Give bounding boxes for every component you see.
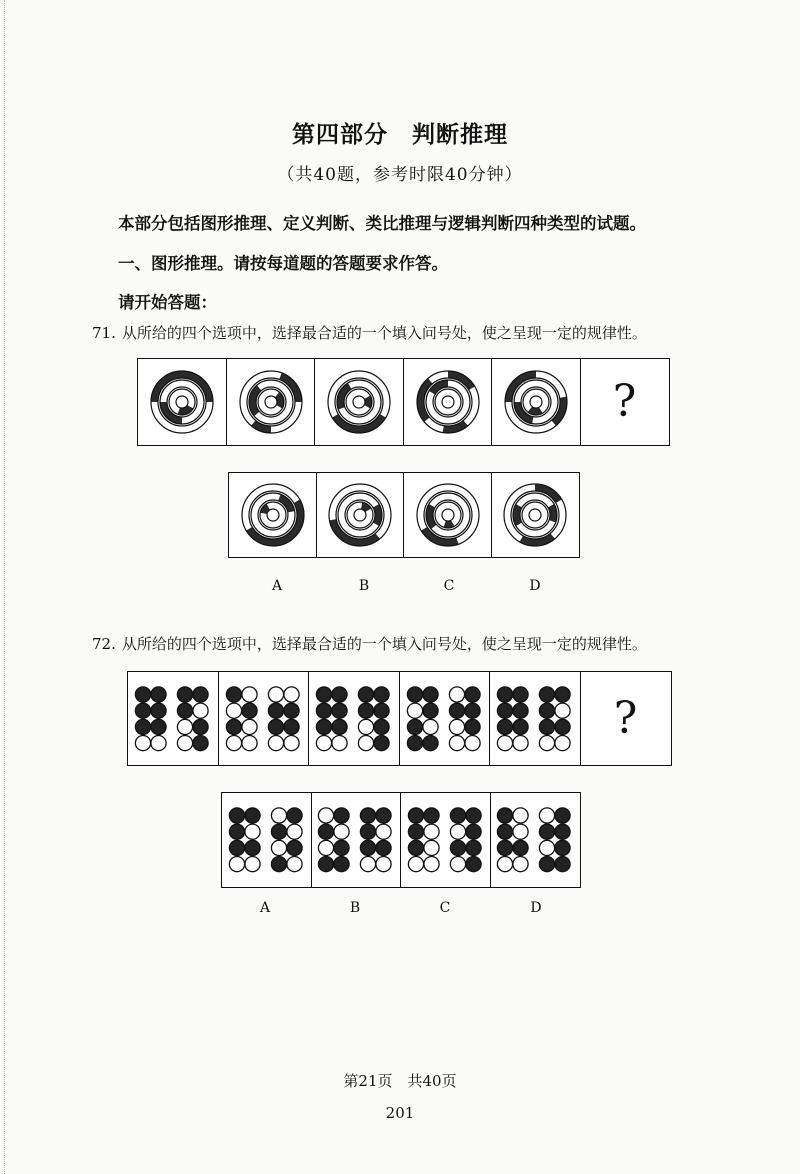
ring-outline [442, 396, 454, 408]
question-71-text: 从所给的四个选项中，选择最合适的一个填入问号处，使之呈现一定的规律性。 [121, 324, 647, 342]
page-number: 201 [385, 1104, 415, 1122]
filled-circle [334, 857, 349, 872]
filled-circle [374, 703, 389, 718]
filled-circle [226, 719, 241, 734]
filled-circle [151, 703, 166, 718]
question-71-number: 71. [92, 324, 116, 342]
empty-circle [450, 824, 465, 839]
ring-outline [176, 396, 188, 408]
q72-option-B [311, 792, 402, 888]
empty-circle [513, 857, 528, 872]
concentric-rings-figure [415, 482, 481, 548]
q71-option-label: D [529, 578, 541, 594]
question-71-stem-row [137, 358, 670, 446]
ring-outline [353, 396, 365, 408]
filled-circle [316, 703, 331, 718]
question-72-text: 从所给的四个选项中，选择最合适的一个填入问号处，使之呈现一定的规律性。 [121, 635, 647, 653]
empty-circle [332, 735, 347, 750]
filled-circle [334, 808, 349, 823]
empty-circle [316, 735, 331, 750]
q72-stem-figure-2 [218, 671, 310, 766]
question-72 [92, 633, 647, 654]
filled-circle [465, 840, 480, 855]
filled-circle [244, 808, 259, 823]
concentric-rings-figure [415, 369, 481, 435]
empty-circle [318, 840, 333, 855]
filled-circle [268, 719, 283, 734]
filled-circle [318, 824, 333, 839]
q71-question-mark-cell [580, 358, 670, 446]
filled-circle [465, 824, 480, 839]
empty-circle [229, 857, 244, 872]
filled-circle [539, 703, 554, 718]
ring-outline [522, 502, 548, 528]
filled-circle [497, 686, 512, 701]
empty-circle [513, 808, 528, 823]
question-72-options-row [221, 792, 581, 888]
empty-circle [244, 824, 259, 839]
filled-circle [407, 686, 422, 701]
q72-option-D [490, 792, 581, 888]
filled-circle [151, 719, 166, 734]
section-heading: 一、图形推理。请按每道题的答题要求作答。 [118, 254, 448, 273]
circle-grid-figure [496, 806, 574, 874]
filled-circle [193, 719, 208, 734]
filled-circle [193, 686, 208, 701]
filled-circle [513, 686, 528, 701]
ring-outline [520, 500, 550, 530]
empty-circle [177, 735, 192, 750]
circle-grid-figure [407, 806, 485, 874]
shaded-segment [551, 397, 567, 426]
empty-circle [283, 686, 298, 701]
empty-circle [539, 840, 554, 855]
filled-circle [283, 703, 298, 718]
q71-option-C [403, 472, 492, 558]
filled-circle [229, 824, 244, 839]
ring-outline [258, 500, 288, 530]
filled-circle [422, 735, 437, 750]
q72-option-label: C [439, 900, 451, 916]
filled-circle [360, 840, 375, 855]
filled-circle [465, 857, 480, 872]
filled-circle [135, 686, 150, 701]
empty-circle [193, 703, 208, 718]
circle-grid-figure [225, 685, 303, 753]
filled-circle [408, 808, 423, 823]
filled-circle [135, 719, 150, 734]
circle-grid-figure [228, 806, 306, 874]
filled-circle [497, 808, 512, 823]
filled-circle [407, 719, 422, 734]
question-72-number: 72. [92, 635, 116, 653]
concentric-rings-figure [327, 482, 393, 548]
filled-circle [539, 857, 554, 872]
filled-circle [464, 703, 479, 718]
empty-circle [241, 735, 256, 750]
filled-circle [539, 719, 554, 734]
filled-circle [423, 808, 438, 823]
concentric-rings-figure [149, 369, 215, 435]
filled-circle [334, 840, 349, 855]
empty-circle [360, 857, 375, 872]
empty-circle [376, 824, 391, 839]
empty-circle [286, 824, 301, 839]
empty-circle [513, 824, 528, 839]
empty-circle [449, 719, 464, 734]
filled-circle [374, 686, 389, 701]
filled-circle [316, 719, 331, 734]
concentric-rings-figure [326, 369, 392, 435]
filled-circle [450, 808, 465, 823]
ring-outline [265, 396, 277, 408]
q71-stem-figure-2 [226, 358, 316, 446]
filled-circle [268, 703, 283, 718]
q72-option-label: B [349, 900, 361, 916]
q71-option-label: B [358, 578, 370, 594]
filled-circle [497, 824, 512, 839]
q71-option-A [228, 472, 317, 558]
q72-stem-figure-1 [127, 671, 219, 766]
question-72-stem-row [127, 671, 672, 766]
concentric-rings-figure [502, 482, 568, 548]
empty-circle [555, 735, 570, 750]
filled-circle [177, 703, 192, 718]
filled-circle [241, 703, 256, 718]
concentric-rings-figure [238, 369, 304, 435]
q71-stem-figure-4 [403, 358, 493, 446]
filled-circle [464, 719, 479, 734]
filled-circle [497, 719, 512, 734]
filled-circle [408, 840, 423, 855]
circle-grid-figure [317, 806, 395, 874]
ring-outline [267, 509, 279, 521]
empty-circle [244, 857, 259, 872]
filled-circle [318, 857, 333, 872]
filled-circle [450, 840, 465, 855]
empty-circle [241, 686, 256, 701]
filled-circle [286, 840, 301, 855]
filled-circle [555, 840, 570, 855]
empty-circle [423, 840, 438, 855]
filled-circle [555, 719, 570, 734]
filled-circle [376, 840, 391, 855]
filled-circle [374, 735, 389, 750]
question-mark: ? [613, 692, 638, 744]
filled-circle [360, 808, 375, 823]
q71-stem-figure-1 [137, 358, 227, 446]
ring-outline [435, 389, 461, 415]
q72-option-label: A [259, 900, 271, 916]
empty-circle [539, 735, 554, 750]
empty-circle [268, 686, 283, 701]
filled-circle [449, 703, 464, 718]
q72-option-C [400, 792, 491, 888]
q71-option-label: C [443, 578, 455, 594]
ring-outline [530, 396, 542, 408]
ring-outline [529, 509, 541, 521]
ring-outline [249, 491, 297, 539]
filled-circle [360, 824, 375, 839]
filled-circle [539, 824, 554, 839]
filled-circle [555, 686, 570, 701]
filled-circle [358, 703, 373, 718]
filled-circle [407, 735, 422, 750]
ring-outline [354, 509, 366, 521]
filled-circle [332, 719, 347, 734]
q72-stem-figure-4 [399, 671, 491, 766]
empty-circle [423, 857, 438, 872]
filled-circle [286, 808, 301, 823]
intro-paragraph: 本部分包括图形推理、定义判断、类比推理与逻辑判断四种类型的试题。 [118, 214, 646, 233]
question-71-options-row [228, 472, 580, 558]
q71-stem-figure-3 [314, 358, 404, 446]
page-title: 第四部分 判断推理 [292, 122, 508, 148]
filled-circle [464, 686, 479, 701]
empty-circle [449, 735, 464, 750]
empty-circle [151, 735, 166, 750]
empty-circle [318, 808, 333, 823]
empty-circle [422, 719, 437, 734]
q71-option-B [316, 472, 405, 558]
filled-circle [555, 857, 570, 872]
filled-circle [151, 686, 166, 701]
empty-circle [449, 686, 464, 701]
filled-circle [513, 719, 528, 734]
filled-circle [513, 703, 528, 718]
ring-outline [347, 502, 373, 528]
ring-outline [345, 500, 375, 530]
empty-circle [334, 824, 349, 839]
filled-circle [497, 840, 512, 855]
filled-circle [283, 719, 298, 734]
filled-circle [422, 703, 437, 718]
q72-option-A [221, 792, 312, 888]
filled-circle [332, 703, 347, 718]
filled-circle [229, 808, 244, 823]
q72-stem-figure-5 [489, 671, 581, 766]
empty-circle [135, 735, 150, 750]
filled-circle [497, 703, 512, 718]
filled-circle [177, 686, 192, 701]
empty-circle [358, 719, 373, 734]
q72-option-label: D [530, 900, 542, 916]
filled-circle [465, 808, 480, 823]
circle-grid-figure [134, 685, 212, 753]
concentric-rings-figure [240, 482, 306, 548]
empty-circle [497, 857, 512, 872]
filled-circle [271, 857, 286, 872]
empty-circle [286, 857, 301, 872]
q71-option-label: A [271, 578, 283, 594]
filled-circle [244, 840, 259, 855]
ring-outline [442, 509, 454, 521]
filled-circle [332, 686, 347, 701]
filled-circle [555, 808, 570, 823]
filled-circle [229, 840, 244, 855]
concentric-rings-figure [503, 369, 569, 435]
ring-outline [433, 387, 463, 417]
filled-circle [226, 686, 241, 701]
empty-circle [450, 857, 465, 872]
filled-circle [193, 735, 208, 750]
filled-circle [513, 840, 528, 855]
q72-question-mark-cell [580, 671, 672, 766]
filled-circle [374, 719, 389, 734]
empty-circle [226, 735, 241, 750]
empty-circle [497, 735, 512, 750]
empty-circle [423, 824, 438, 839]
circle-grid-figure [315, 685, 393, 753]
empty-circle [271, 808, 286, 823]
filled-circle [555, 824, 570, 839]
page-subtitle: （共40题，参考时限40分钟） [277, 165, 523, 185]
filled-circle [376, 808, 391, 823]
question-mark: ? [612, 376, 637, 427]
filled-circle [316, 686, 331, 701]
empty-circle [177, 719, 192, 734]
start-instruction: 请开始答题： [118, 293, 217, 312]
empty-circle [376, 857, 391, 872]
page-of-footer: 第21页 共40页 [343, 1072, 457, 1090]
ring-outline [260, 502, 286, 528]
q72-stem-figure-3 [308, 671, 400, 766]
filled-circle [135, 703, 150, 718]
q71-stem-figure-5 [491, 358, 581, 446]
filled-circle [358, 686, 373, 701]
empty-circle [226, 703, 241, 718]
empty-circle [358, 735, 373, 750]
empty-circle [268, 735, 283, 750]
empty-circle [555, 703, 570, 718]
empty-circle [513, 735, 528, 750]
q71-option-D [491, 472, 580, 558]
filled-circle [539, 686, 554, 701]
filled-circle [271, 824, 286, 839]
filled-circle [408, 824, 423, 839]
empty-circle [241, 719, 256, 734]
question-71 [92, 322, 647, 343]
empty-circle [271, 840, 286, 855]
empty-circle [407, 703, 422, 718]
empty-circle [283, 735, 298, 750]
empty-circle [408, 857, 423, 872]
circle-grid-figure [406, 685, 484, 753]
empty-circle [539, 808, 554, 823]
empty-circle [464, 735, 479, 750]
circle-grid-figure [496, 685, 574, 753]
filled-circle [422, 686, 437, 701]
